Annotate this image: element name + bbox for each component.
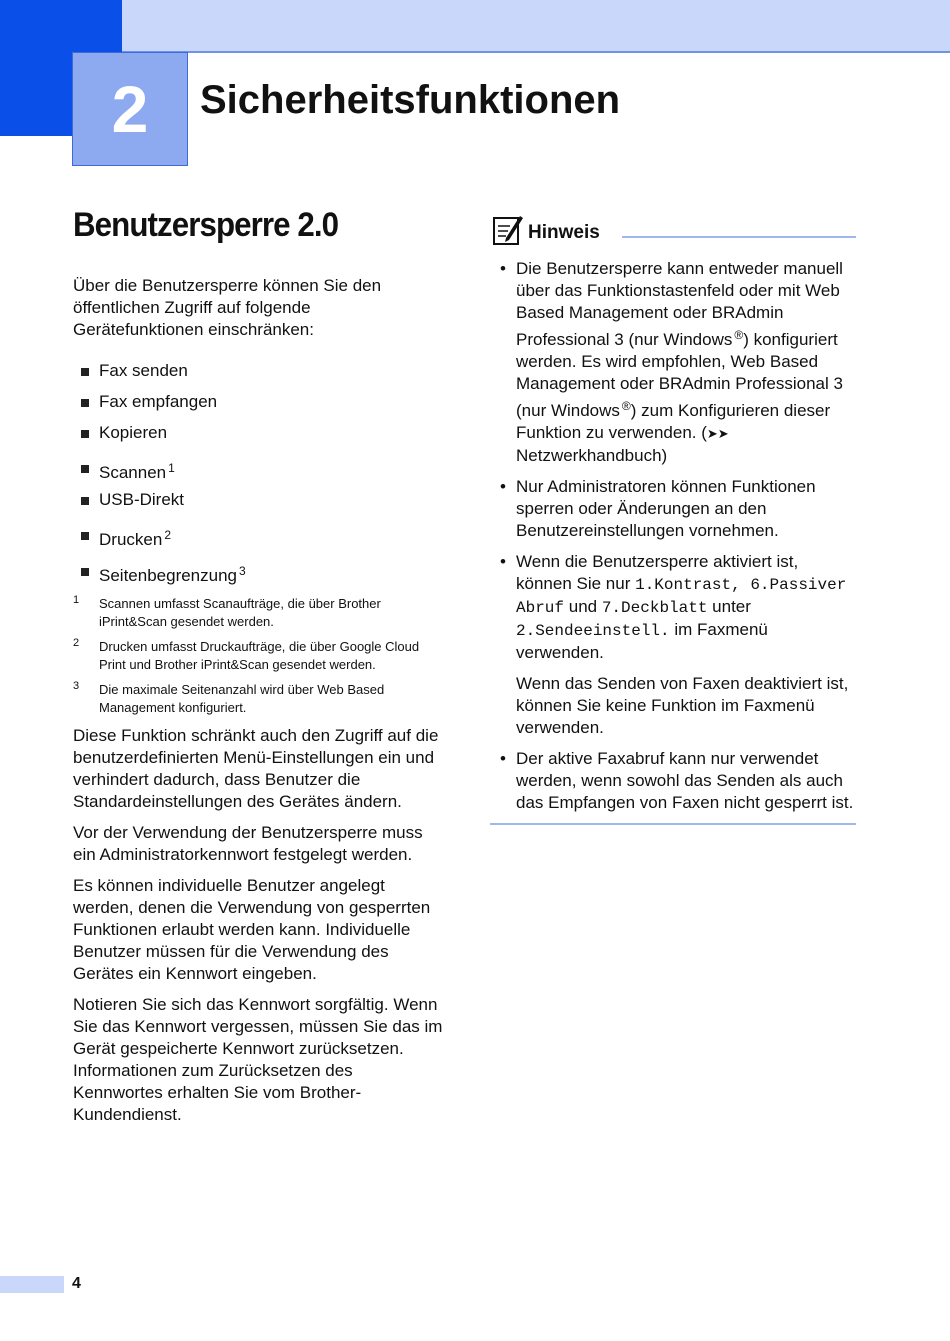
feature-item: Fax empfangen [73, 386, 443, 417]
note-item: • Nur Administratoren können Funktionen sperren oder Änderungen an den Benutzereinstellungen vornehmen. [500, 477, 816, 540]
footnote: 1 Scannen umfasst Scanaufträge, die über Brother iPrint&Scan gesendet werden. [73, 594, 381, 629]
body-paragraph: Diese Funktion schränkt auch den Zugriff auf die benutzerdefinierten Menü-Einstellungen ein und verhindert dadurch, dass Benutzer die Standardeinstellungen des Gerätes ändern. [73, 726, 439, 811]
feature-item: Seitenbegrenzung $^3$ [73, 551, 443, 587]
note-header [490, 212, 856, 252]
note-item: • Die Benutzersperre kann entweder manuell über das Funktionstastenfeld oder mit Web Based Management oder BRAdmin Professional 3 (nur Windows ®) konfiguriert werden. Es wird empfohlen, Web Based Management oder BRAdmin Professional 3 (nur Windows ®) zum Konfigurieren dieser Funktion zu verwenden. (➤➤ Netzwerkhandbuch) [500, 259, 843, 465]
footnote: 3 Die maximale Seitenanzahl wird über Web Based Management konfiguriert. [73, 680, 385, 715]
body-paragraph: Es können individuelle Benutzer angelegt werden, denen die Verwendung von gesperrten Funktionen erlaubt werden kann. Individuelle Benutzer müssen für die Verwendung des Gerätes ein Kennwort eingeben. [73, 876, 431, 983]
note-bottom-rule [490, 823, 856, 825]
arrow-icon: ➤➤ [706, 426, 729, 441]
note-box [490, 212, 856, 825]
square-bullet-icon [81, 497, 89, 505]
square-bullet-icon [81, 465, 89, 473]
note-rule [622, 236, 856, 238]
section-title: Benutzersperre 2.0 [73, 206, 339, 244]
chapter-title: Sicherheitsfunktionen [200, 78, 621, 122]
feature-item: Scannen $^1$ [73, 448, 443, 484]
footnote: 2 Drucken umfasst Druckaufträge, die über Google Cloud Print und Brother iPrint&Scan gesendet werden. [73, 637, 420, 672]
page-marker [0, 1276, 64, 1293]
intro-paragraph: Über die Benutzersperre können Sie den öffentlichen Zugriff auf folgende Gerätefunktionen einschränken: [73, 276, 382, 339]
body-paragraph: Notieren Sie sich das Kennwort sorgfältig. Wenn Sie das Kennwort vergessen, müssen Sie das im Gerät gespeicherte Kennwort zurücksetzen. Informationen zum Zurücksetzen des Kennwortes erhalten Sie vom Brother-Kundendienst. [73, 995, 443, 1124]
chapter-number: 2 [111, 72, 149, 146]
note-followup: Wenn das Senden von Faxen deaktiviert ist, können Sie keine Funktion im Faxmenü verwenden. [516, 674, 849, 737]
feature-list [73, 355, 443, 587]
note-list [490, 748, 856, 814]
square-bullet-icon [81, 532, 89, 540]
feature-item: Kopieren [73, 417, 443, 448]
footnote-ref[interactable]: 1 [168, 461, 175, 475]
note-pencil-icon [492, 212, 524, 246]
footnote-ref[interactable]: 3 [239, 564, 246, 578]
chapter-number-box [72, 52, 188, 166]
note-list [490, 258, 856, 664]
square-bullet-icon [81, 568, 89, 576]
square-bullet-icon [81, 368, 89, 376]
header-band [122, 0, 950, 51]
note-item: • Der aktive Faxabruf kann nur verwendet werden, wenn sowohl das Senden als auch das Empfangen von Faxen nicht gesperrt ist. [500, 749, 854, 812]
footnotes [73, 595, 443, 717]
left-column [73, 200, 443, 1135]
header-rule [122, 51, 950, 53]
square-bullet-icon [81, 399, 89, 407]
feature-item: Fax senden [73, 355, 443, 386]
square-bullet-icon [81, 430, 89, 438]
body-paragraph: Vor der Verwendung der Benutzersperre muss ein Administratorkennwort festgelegt werden. [73, 823, 423, 864]
note-title: Hinweis [528, 222, 600, 243]
footnote-ref[interactable]: 2 [164, 528, 171, 542]
page-number: 4 [72, 1275, 81, 1292]
feature-item: Drucken $^2$ [73, 515, 443, 551]
note-item: • Wenn die Benutzersperre aktiviert ist, können Sie nur 1.Kontrast, 6.Passiver Abruf und 7.Deckblatt unter 2.Sendeeinstell. im Faxmenü verwenden. [500, 552, 847, 662]
feature-item: USB-Direkt [73, 484, 443, 515]
